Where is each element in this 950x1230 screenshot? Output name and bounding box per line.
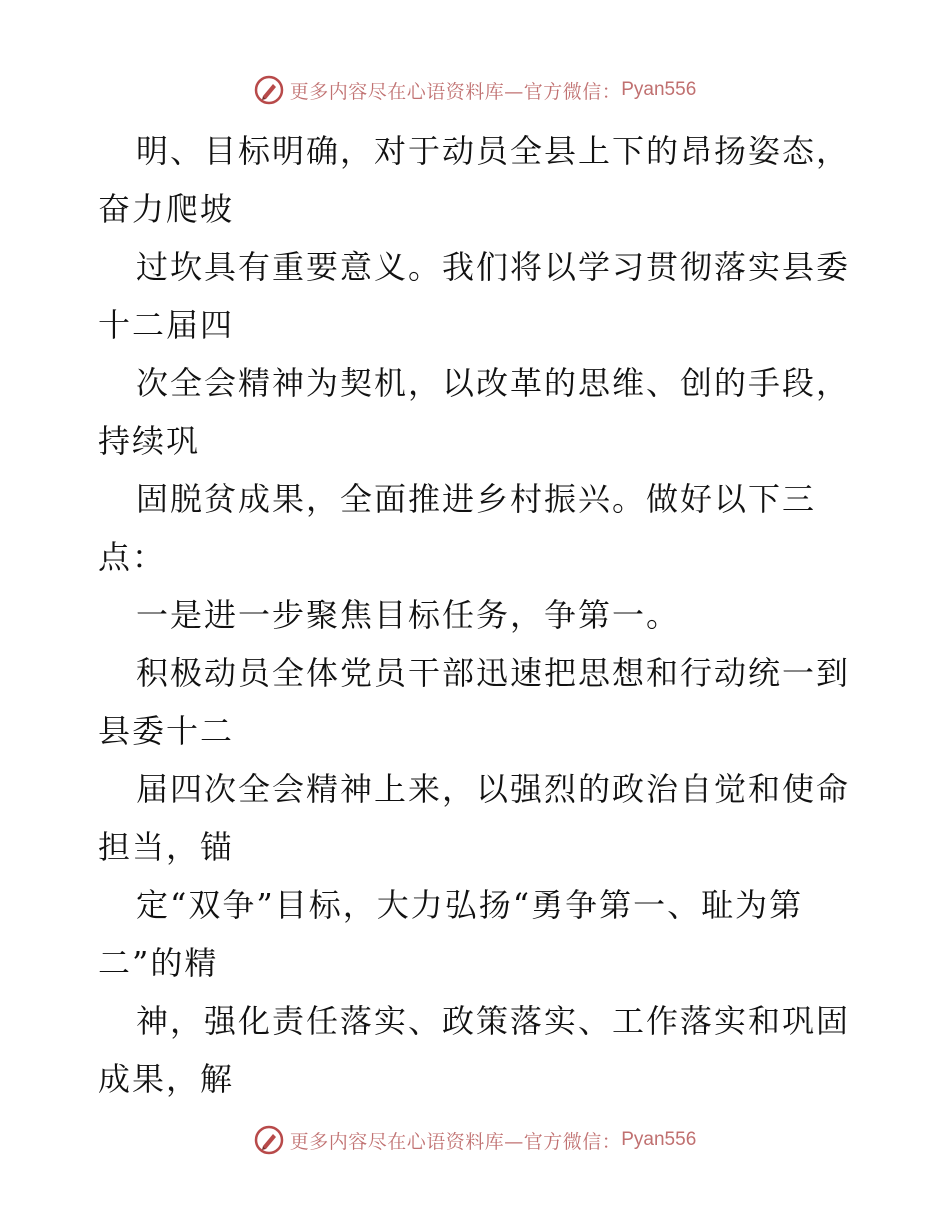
text-line: 担当，锚 bbox=[98, 828, 235, 866]
text-line: 一是进一步聚焦目标任务，争第一。 bbox=[136, 596, 681, 634]
footer-banner-text: 更多内容尽在心语资料库—官方微信： bbox=[289, 1130, 622, 1153]
header-banner-id: Pyan556 bbox=[621, 79, 697, 100]
text-line: 二”的精 bbox=[98, 944, 219, 982]
text-line: 成果，解 bbox=[98, 1060, 235, 1098]
pen-logo-icon bbox=[254, 1125, 284, 1155]
header-banner-text: 更多内容尽在心语资料库—官方微信： bbox=[289, 80, 622, 103]
footer-banner-id: Pyan556 bbox=[621, 1129, 697, 1150]
text-line: 定“双争”目标，大力弘扬“勇争第一、耻为第 bbox=[136, 886, 804, 924]
text-line: 过坎具有重要意义。我们将以学习贯彻落实县委 bbox=[136, 248, 851, 286]
text-line: 届四次全会精神上来，以强烈的政治自觉和使命 bbox=[136, 770, 851, 808]
footer-watermark-banner bbox=[0, 1120, 950, 1160]
text-line: 十二届四 bbox=[98, 306, 235, 344]
text-line: 点： bbox=[98, 538, 167, 576]
text-line: 次全会精神为契机，以改革的思维、创的手段， bbox=[136, 364, 851, 402]
text-line: 县委十二 bbox=[98, 712, 235, 750]
text-line: 奋力爬坡 bbox=[98, 190, 235, 228]
text-line: 持续巩 bbox=[98, 422, 201, 460]
text-line: 明、目标明确，对于动员全县上下的昂扬姿态， bbox=[136, 132, 851, 170]
text-line: 固脱贫成果，全面推进乡村振兴。做好以下三 bbox=[136, 480, 817, 518]
document-body bbox=[98, 122, 878, 1108]
text-line: 神，强化责任落实、政策落实、工作落实和巩固 bbox=[136, 1002, 851, 1040]
pen-logo-icon bbox=[254, 75, 284, 105]
text-line: 积极动员全体党员干部迅速把思想和行动统一到 bbox=[136, 654, 851, 692]
header-watermark-banner bbox=[0, 70, 950, 110]
